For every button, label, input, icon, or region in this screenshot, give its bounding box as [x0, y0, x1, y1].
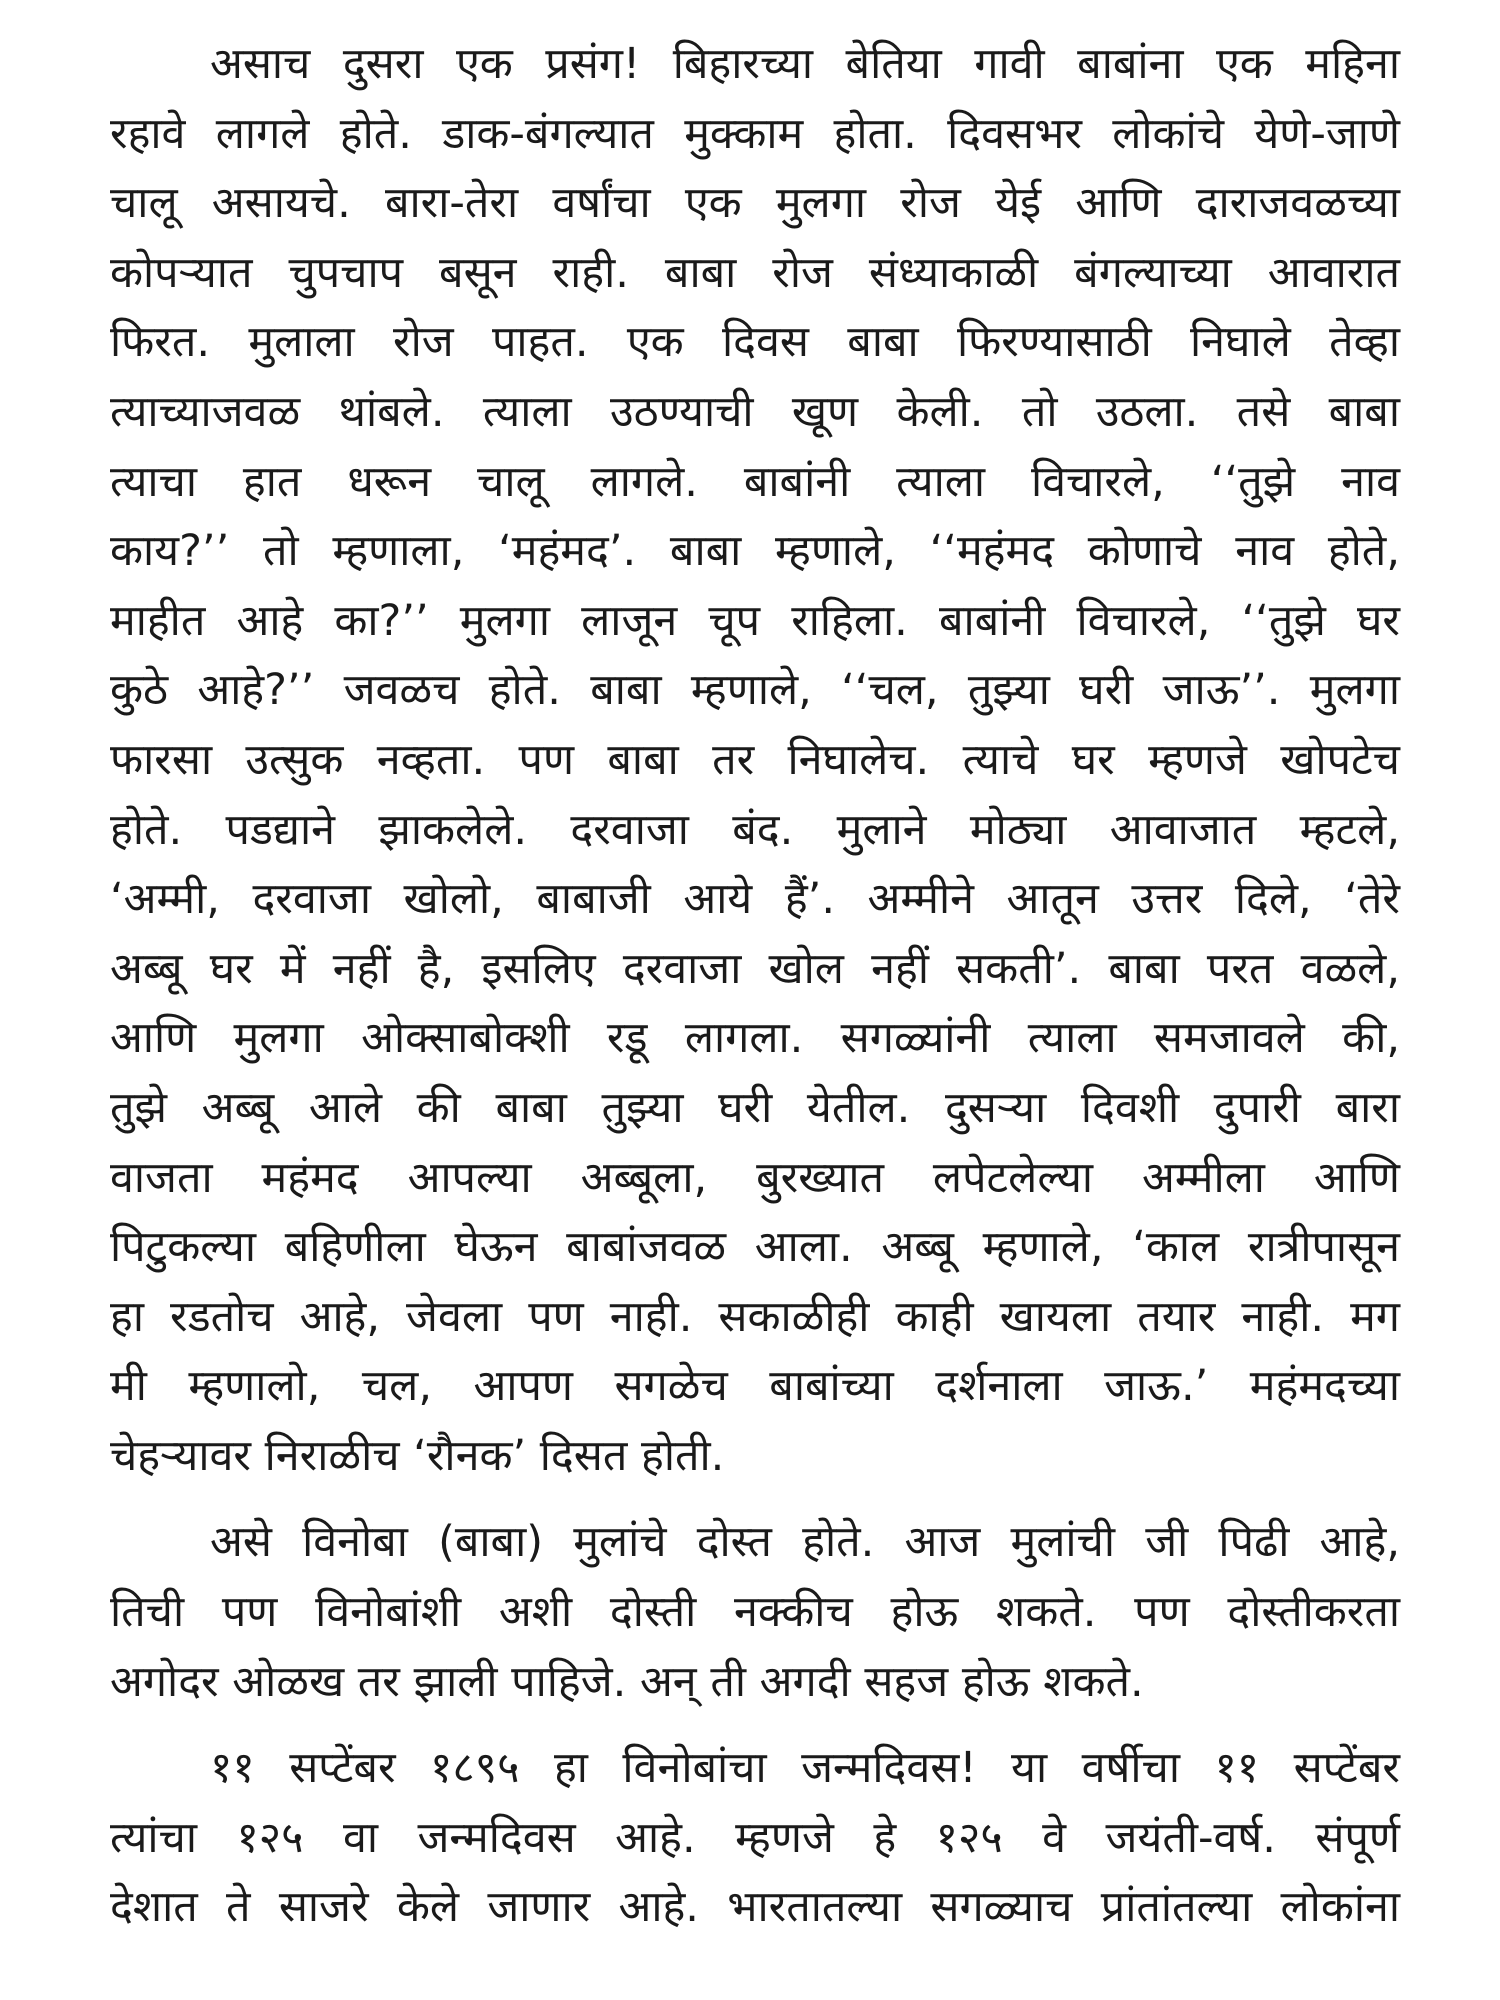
text-line: त्याचा हात धरून चालू लागले. बाबांनी त्याला विचारले, ‘‘तुझे नाव: [110, 456, 1400, 507]
text-line: असे विनोबा (बाबा) मुलांचे दोस्त होते. आज मुलांची जी पिढी आहे,: [210, 1517, 1400, 1568]
text-line: चेहऱ्यावर निराळीच ‘रौनक’ दिसत होती.: [110, 1430, 725, 1481]
text-line: ‘अम्मी, दरवाजा खोलो, बाबाजी आये हैं’. अम्मीने आतून उत्तर दिले, ‘तेरे: [110, 874, 1400, 925]
text-line: फारसा उत्सुक नव्हता. पण बाबा तर निघालेच. त्याचे घर म्हणजे खोपटेच: [110, 734, 1400, 785]
text-line: फिरत. मुलाला रोज पाहत. एक दिवस बाबा फिरण्यासाठी निघाले तेव्हा: [110, 317, 1400, 368]
text-line: काय?’’ तो म्हणाला, ‘महंमद’. बाबा म्हणाले, ‘‘महंमद कोणाचे नाव होते,: [110, 526, 1400, 577]
text-line: वाजता महंमद आपल्या अब्बूला, बुरख्यात लपेटलेल्या अम्मीला आणि: [110, 1152, 1400, 1203]
text-line: हा रडतोच आहे, जेवला पण नाही. सकाळीही काही खायला तयार नाही. मग: [110, 1291, 1400, 1342]
text-line: अगोदर ओळख तर झाली पाहिजे. अन् ती अगदी सहज होऊ शकते.: [110, 1656, 1144, 1707]
paragraph-3: [110, 1734, 1400, 1943]
paragraph-1: [110, 30, 1400, 1491]
text-line: मी म्हणालो, चल, आपण सगळेच बाबांच्या दर्शनाला जाऊ.’ महंमदच्या: [110, 1361, 1400, 1412]
text-line: तुझे अब्बू आले की बाबा तुझ्या घरी येतील. दुसऱ्या दिवशी दुपारी बारा: [110, 1082, 1400, 1133]
text-line: रहावे लागले होते. डाक-बंगल्यात मुक्काम होता. दिवसभर लोकांचे येणे-जाणे: [110, 108, 1400, 159]
paragraph-spacer: [110, 1491, 1400, 1508]
text-line: अब्बू घर में नहीं है, इसलिए दरवाजा खोल नहीं सकती’. बाबा परत वळले,: [110, 943, 1400, 994]
text-line: असाच दुसरा एक प्रसंग! बिहारच्या बेतिया गावी बाबांना एक महिना: [210, 39, 1400, 89]
text-line: आणि मुलगा ओक्साबोक्शी रडू लागला. सगळ्यांनी त्याला समजावले की,: [110, 1013, 1400, 1064]
text-line: तिची पण विनोबांशी अशी दोस्ती नक्कीच होऊ शकते. पण दोस्तीकरता: [110, 1587, 1400, 1638]
paragraph-2: [110, 1508, 1400, 1717]
text-line: त्याच्याजवळ थांबले. त्याला उठण्याची खूण केली. तो उठला. तसे बाबा: [110, 386, 1400, 437]
body-text: [110, 30, 1400, 1943]
text-line: होते. पडद्याने झाकलेले. दरवाजा बंद. मुलाने मोठ्या आवाजात म्हटले,: [110, 804, 1400, 855]
text-line: माहीत आहे का?’’ मुलगा लाजून चूप राहिला. बाबांनी विचारले, ‘‘तुझे घर: [110, 595, 1400, 646]
text-line: देशात ते साजरे केले जाणार आहे. भारतातल्या सगळ्याच प्रांतांतल्या लोकांना: [110, 1882, 1400, 1933]
text-line: कोपऱ्यात चुपचाप बसून राही. बाबा रोज संध्याकाळी बंगल्याच्या आवारात: [110, 247, 1400, 298]
paragraph-spacer: [110, 1717, 1400, 1734]
text-line: कुठे आहे?’’ जवळच होते. बाबा म्हणाले, ‘‘चल, तुझ्या घरी जाऊ’’. मुलगा: [110, 665, 1400, 716]
text-line: पिटुकल्या बहिणीला घेऊन बाबांजवळ आला. अब्बू म्हणाले, ‘काल रात्रीपासून: [110, 1222, 1400, 1273]
text-line: त्यांचा १२५ वा जन्मदिवस आहे. म्हणजे हे १२५ वे जयंती-वर्ष. संपूर्ण: [110, 1812, 1400, 1863]
text-line: ११ सप्टेंबर १८९५ हा विनोबांचा जन्मदिवस! या वर्षीचा ११ सप्टेंबर: [210, 1743, 1400, 1794]
text-line: चालू असायचे. बारा-तेरा वर्षांचा एक मुलगा रोज येई आणि दाराजवळच्या: [110, 178, 1400, 229]
